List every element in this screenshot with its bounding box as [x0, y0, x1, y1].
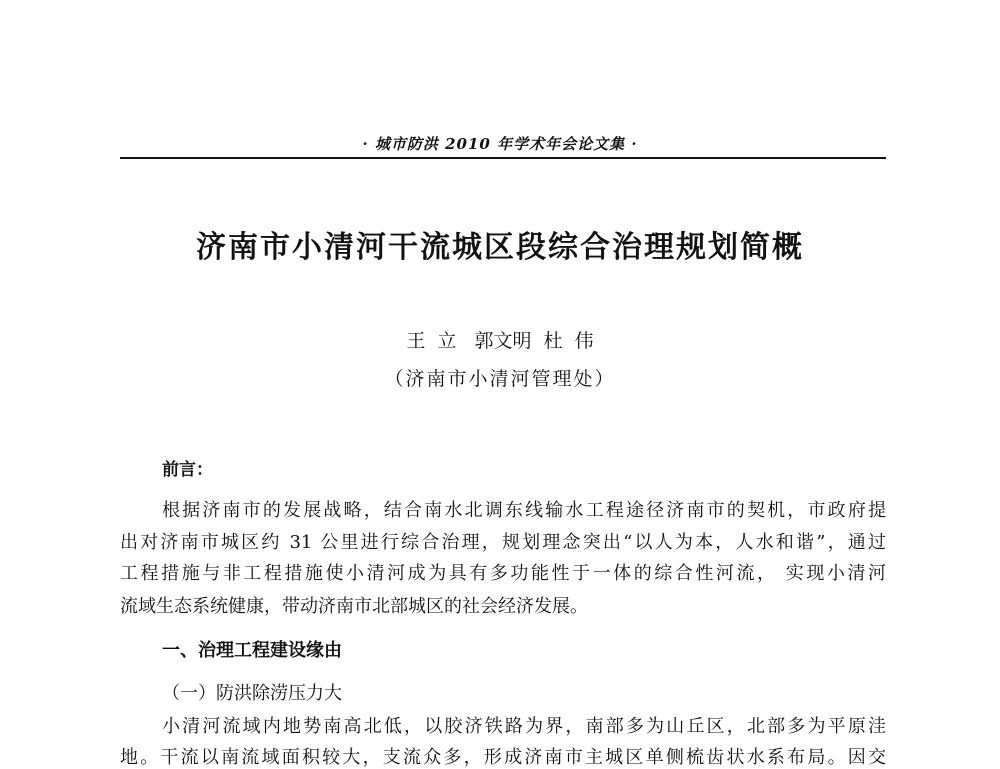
- running-header: · 城市防洪 2010 年学术年会论文集 ·: [362, 135, 638, 153]
- header-rule: [120, 157, 886, 159]
- authors: 王 立 郭文明 杜 伟: [406, 330, 594, 352]
- preface-line: 工程措施与非工程措施使小清河成为具有多功能性于一体的综合性河流， 实现小清河: [120, 563, 886, 584]
- preface-line: 根据济南市的发展战略，结合南水北调东线输水工程途径济南市的契机，市政府提: [162, 500, 886, 521]
- paper-title: 济南市小清河干流城区段综合治理规划简概: [196, 230, 804, 265]
- body-line: 地。干流以南流域面积较大，支流众多，形成济南市主城区单侧梳齿状水系布局。因交: [120, 747, 886, 768]
- body-line: 小清河流域内地势南高北低，以胶济铁路为界，南部多为山丘区，北部多为平原洼: [162, 716, 886, 737]
- preface-line: 出对济南市城区约 31 公里进行综合治理，规划理念突出“以人为本，人水和谐”，通过: [120, 532, 886, 553]
- subsection-heading: （一）防洪除涝压力大: [162, 683, 342, 704]
- section-heading: 一、治理工程建设缘由: [162, 640, 342, 661]
- preface-line: 流域生态系统健康，带动济南市北部城区的社会经济发展。: [120, 596, 588, 617]
- affiliation: （济南市小清河管理处）: [384, 368, 616, 390]
- preface-label: 前言：: [162, 460, 213, 480]
